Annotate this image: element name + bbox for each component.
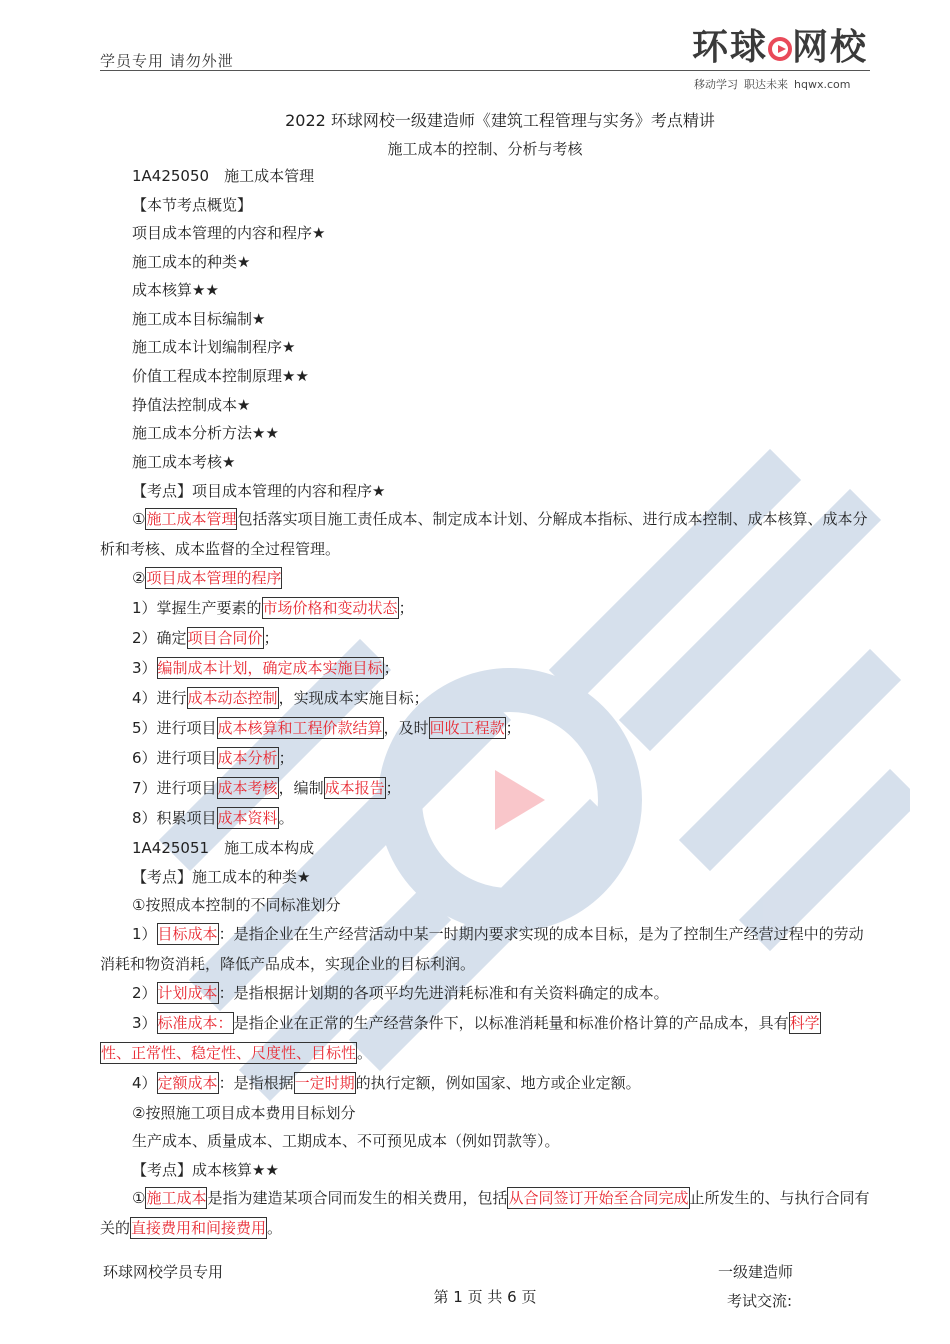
- key-term: 编制成本计划，确定成本实施目标: [157, 659, 383, 677]
- paragraph-text: ：是指根据: [218, 1074, 294, 1092]
- logo-tagline: [694, 76, 856, 92]
- key-term: 市场价格和变动状态: [262, 599, 398, 617]
- document-subtitle: 施工成本的控制、分析与考核: [387, 140, 583, 158]
- step-text: 7）进行项目: [132, 779, 217, 797]
- logo-url: hqwx.com: [794, 78, 851, 91]
- step-text: ；: [385, 779, 401, 797]
- topic-heading: 【考点】施工成本的种类★: [132, 868, 311, 886]
- key-term: 成本核算和工程价款结算: [217, 719, 383, 737]
- definition-standard-cost-cont: [100, 1043, 372, 1063]
- step-text: 3）: [132, 659, 157, 677]
- key-term: 成本资料: [217, 809, 278, 827]
- subheading: ②按照施工项目成本费用目标划分: [132, 1104, 356, 1122]
- definition-quota-cost: [132, 1073, 641, 1093]
- page-number: 第 1 页 共 6 页: [433, 1288, 537, 1306]
- cost-type-list: 生产成本、质量成本、工期成本、不可预见成本（例如罚款等）。: [132, 1132, 560, 1150]
- document-title: 2022 环球网校一级建造师《建筑工程管理与实务》考点精讲: [285, 111, 715, 130]
- logo-tagline-1: 移动学习: [694, 78, 738, 91]
- step-text: ，编制: [278, 779, 324, 797]
- key-term: 成本报告: [324, 779, 385, 797]
- key-term: 施工成本管理: [146, 510, 237, 528]
- footer-exam-name: 一级建造师: [718, 1263, 794, 1281]
- paragraph-text: 是指企业在正常的生产经营条件下，以标准消耗量和标准价格计算的产品成本，具有: [233, 1014, 789, 1032]
- procedure-step: [132, 688, 429, 708]
- step-text: ；: [263, 629, 279, 647]
- key-term: 项目合同价: [187, 629, 263, 647]
- key-term: 从合同签订开始至合同完成: [508, 1189, 689, 1207]
- key-term: 施工成本: [146, 1189, 207, 1207]
- overview-item: 价值工程成本控制原理★★: [132, 367, 309, 385]
- key-term: 计划成本: [157, 984, 218, 1002]
- procedure-step: [132, 808, 294, 828]
- step-text: ；: [398, 599, 414, 617]
- overview-item: 施工成本考核★: [132, 453, 236, 471]
- play-icon: [768, 37, 792, 61]
- logo-tagline-2: 职达未来: [744, 78, 788, 91]
- logo-text-b: 网校: [792, 27, 869, 68]
- step-text: ，实现成本实施目标；: [278, 689, 429, 707]
- overview-item: 施工成本目标编制★: [132, 310, 266, 328]
- key-term: 目标成本: [157, 925, 218, 943]
- overview-heading: 【本节考点概览】: [132, 196, 253, 214]
- definition-standard-cost: [132, 1013, 821, 1033]
- brand-logo: [692, 28, 872, 94]
- subheading: ①按照成本控制的不同标准划分: [132, 896, 341, 914]
- overview-item: 挣值法控制成本★: [132, 396, 251, 414]
- key-term: 直接费用和间接费用: [131, 1219, 267, 1237]
- overview-item: 施工成本分析方法★★: [132, 424, 279, 442]
- header-confidential-note: 学员专用 请勿外泄: [100, 52, 234, 70]
- paragraph-text: 止所发生的、与执行合同有关的: [100, 1189, 870, 1237]
- key-term: 定额成本: [157, 1074, 218, 1092]
- procedure-step: [132, 598, 414, 618]
- key-term: 成本动态控制: [187, 689, 278, 707]
- overview-item: 施工成本计划编制程序★: [132, 338, 296, 356]
- definition-target-cost: [100, 919, 870, 979]
- paragraph-text: ：是指企业在生产经营活动中某一时期内要求实现的成本目标，是为了控制生产经营过程中的劳动消耗和物资消耗，降低产品成本，实现企业的目标利润。: [100, 925, 864, 973]
- paragraph-text: 是指为建造某项合同而发生的相关费用，包括: [207, 1189, 508, 1207]
- step-text: ；: [505, 719, 521, 737]
- topic-heading: 【考点】项目成本管理的内容和程序★: [132, 482, 386, 500]
- topic-heading: 【考点】成本核算★★: [132, 1161, 279, 1179]
- step-text: 2）确定: [132, 629, 187, 647]
- footer-left-note: 环球网校学员专用: [103, 1263, 224, 1281]
- step-text: ，及时: [383, 719, 429, 737]
- paragraph-construction-cost: [100, 1183, 870, 1243]
- key-term: 回收工程款: [429, 719, 505, 737]
- overview-item: 施工成本的种类★: [132, 253, 251, 271]
- procedure-step: [132, 658, 399, 678]
- list-marker: 1）: [132, 925, 157, 943]
- step-text: 1）掌握生产要素的: [132, 599, 262, 617]
- paragraph-text: 。: [267, 1219, 283, 1237]
- paragraph-text: 的执行定额，例如国家、地方或企业定额。: [355, 1074, 641, 1092]
- list-marker: ①: [132, 1189, 146, 1207]
- logo-text-a: 环球: [692, 27, 769, 68]
- footer-exchange-label: 考试交流:: [727, 1292, 793, 1310]
- procedure-step: [132, 718, 521, 738]
- key-term: 项目成本管理的程序: [146, 569, 282, 587]
- step-text: 8）积累项目: [132, 809, 217, 827]
- list-marker: ①: [132, 510, 146, 528]
- paragraph-text: ：是指根据计划期的各项平均先进消耗标准和有关资料确定的成本。: [218, 984, 669, 1002]
- procedure-step: [132, 628, 279, 648]
- procedure-step: [132, 748, 294, 768]
- step-text: 。: [278, 809, 294, 827]
- step-text: 5）进行项目: [132, 719, 217, 737]
- list-marker: 2）: [132, 984, 157, 1002]
- key-term: 科学: [789, 1014, 820, 1032]
- step-text: ；: [278, 749, 294, 767]
- definition-planned-cost: [132, 983, 669, 1003]
- step-text: 6）进行项目: [132, 749, 217, 767]
- list-marker: 3）: [132, 1014, 157, 1032]
- key-term: 标准成本：: [157, 1014, 233, 1032]
- procedure-step: [132, 778, 401, 798]
- key-term: 一定时期: [294, 1074, 355, 1092]
- list-marker: 4）: [132, 1074, 157, 1092]
- step-text: 4）进行: [132, 689, 187, 707]
- paragraph-cost-management: [100, 504, 870, 564]
- overview-item: 成本核算★★: [132, 281, 219, 299]
- overview-item: 项目成本管理的内容和程序★: [132, 224, 326, 242]
- key-term: 性、正常性、稳定性、尺度性、目标性: [101, 1044, 357, 1062]
- section-code-2: 1A425051 施工成本构成: [132, 839, 315, 857]
- procedure-heading: [132, 568, 282, 588]
- step-text: ；: [383, 659, 399, 677]
- key-term: 成本考核: [217, 779, 278, 797]
- key-term: 成本分析: [217, 749, 278, 767]
- paragraph-text: 包括落实项目施工责任成本、制定成本计划、分解成本指标、进行成本控制、成本核算、成本分析和考核、成本监督的全过程管理。: [100, 510, 868, 558]
- list-marker: ②: [132, 569, 146, 587]
- section-code-1: 1A425050 施工成本管理: [132, 167, 315, 185]
- paragraph-text: 。: [357, 1044, 373, 1062]
